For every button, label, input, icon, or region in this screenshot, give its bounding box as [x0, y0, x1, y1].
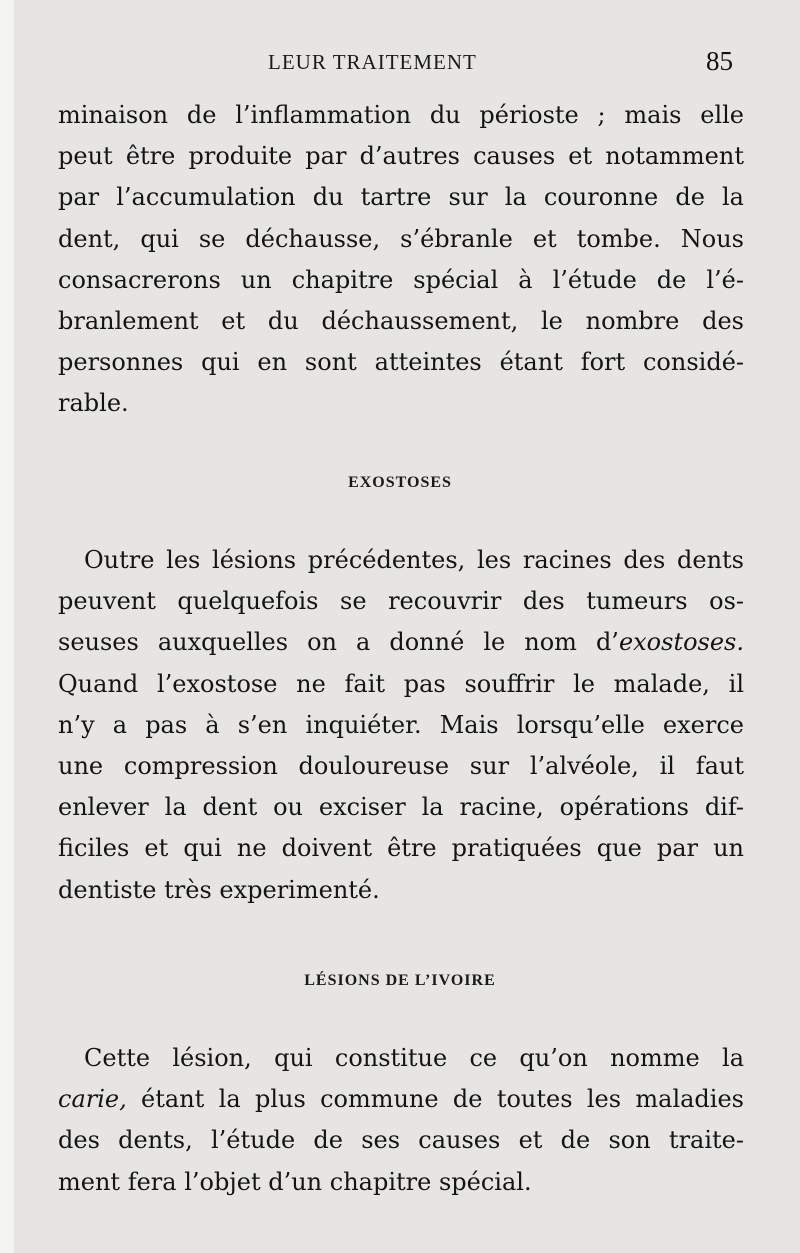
text-line — [58, 1079, 744, 1120]
text-line: par l’accumulation du tartre sur la couronne de la — [58, 183, 744, 212]
text-line: Cette lésion, qui constitue ce qu’on nomme la — [84, 1044, 744, 1072]
text-line: n’y a pas à s’en inquiéter. Mais lorsqu’elle exerce — [58, 710, 744, 739]
text-line: consacrerons un chapitre spécial à l’étude de l’é- — [58, 265, 744, 294]
text-line: des dents, l’étude de ses causes et de son traite- — [58, 1126, 744, 1155]
italic-term: exostoses. — [618, 628, 744, 657]
text-line — [58, 622, 744, 663]
text-line: une compression douloureuse sur l’alvéole, il faut — [58, 752, 744, 781]
text-fragment: étant la plus commune de toutes les maladies — [126, 1085, 744, 1114]
text-line: peuvent quelquefois se recouvrir des tumeurs os- — [58, 587, 744, 616]
text-line: dent, qui se déchausse, s’ébranle et tombe. Nous — [58, 224, 744, 253]
text-line: Quand l’exostose ne fait pas souffrir le malade, il — [58, 669, 744, 698]
text-line: personnes qui en sont atteintes étant fort considé- — [58, 348, 744, 377]
paragraph-continuation — [58, 95, 744, 425]
paragraph-ivoire — [58, 1038, 744, 1203]
text-line: ficiles et qui ne doivent être pratiquées que par un — [58, 834, 744, 863]
page-number: 85 — [706, 46, 733, 76]
text-line: ment fera l’objet d’un chapitre spécial. — [58, 1167, 532, 1196]
section-heading-exostoses: EXOSTOSES — [348, 474, 452, 491]
text-line: rable. — [58, 389, 129, 418]
section-heading-ivoire: LÉSIONS DE L’IVOIRE — [304, 972, 496, 989]
page-left-margin — [0, 0, 14, 1253]
text-line: branlement et du déchaussement, le nombre des — [58, 307, 744, 336]
paragraph-exostoses — [58, 540, 744, 911]
text-line: Outre les lésions précédentes, les racines des dents — [84, 546, 744, 574]
text-line: minaison de l’inflammation du périoste ; mais elle — [58, 101, 744, 129]
text-line: enlever la dent ou exciser la racine, opérations dif- — [58, 793, 744, 822]
italic-term: carie, — [58, 1085, 127, 1114]
text-line: dentiste très experimenté. — [58, 875, 380, 904]
running-head: LEUR TRAITEMENT — [268, 50, 477, 74]
text-fragment: seuses auxquelles on a donné le nom d’ — [58, 628, 619, 657]
text-line: peut être produite par d’autres causes et notamment — [58, 142, 744, 171]
